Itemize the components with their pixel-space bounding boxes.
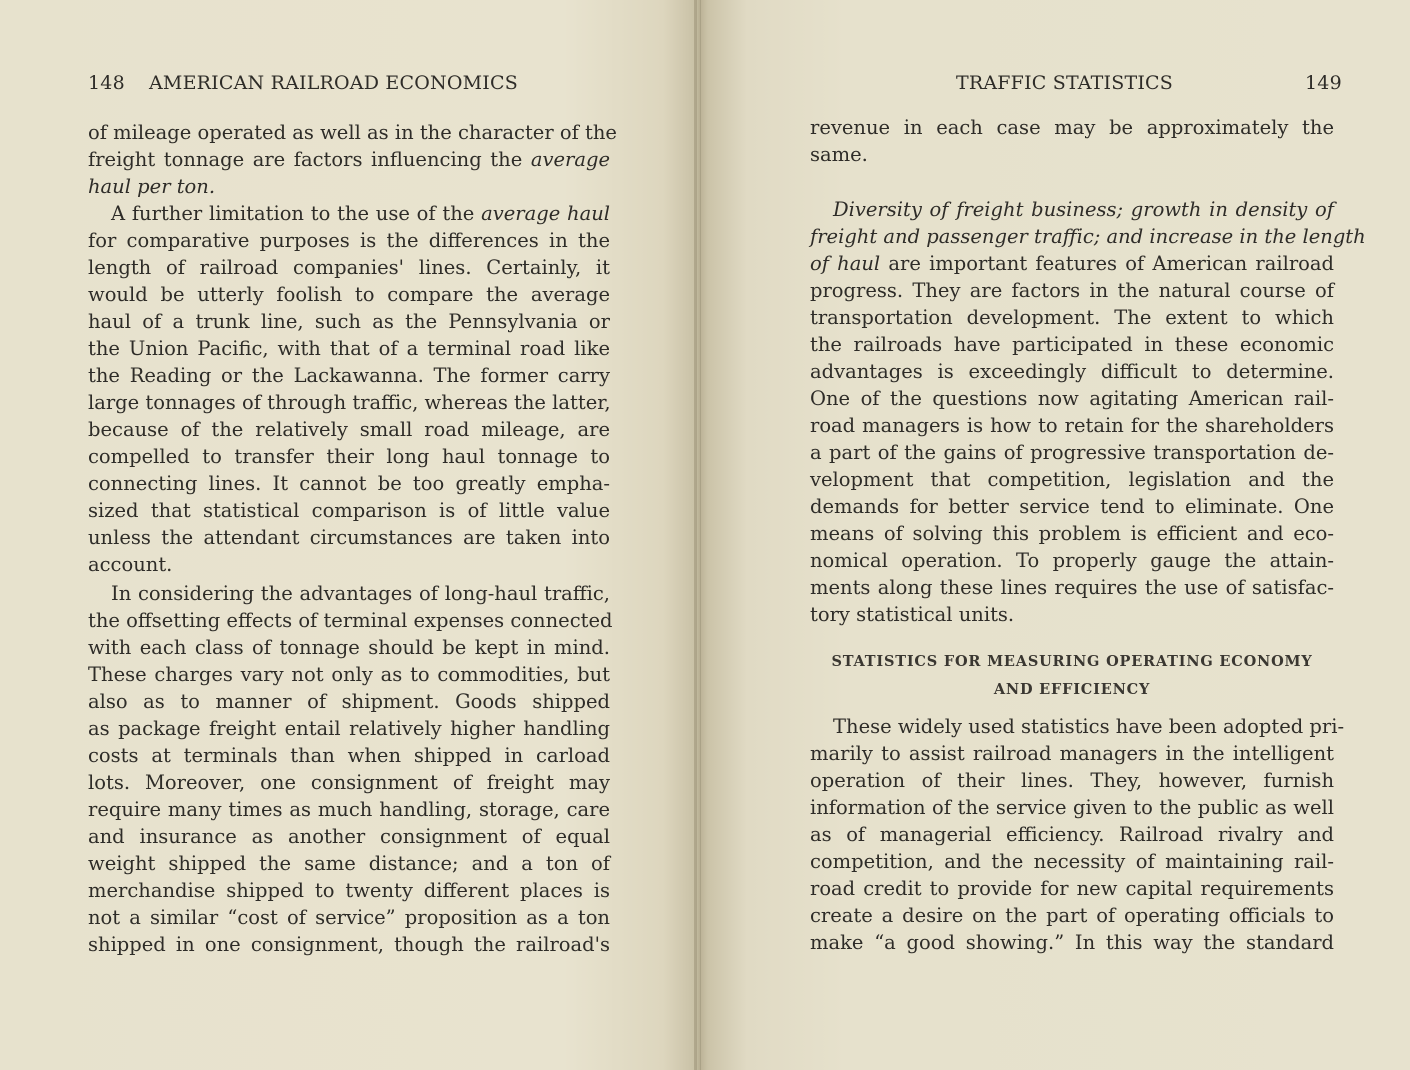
text-line: not a similar “cost of service” proposition as a ton: [88, 906, 610, 929]
text-line: velopment that competition, legislation and the: [810, 468, 1334, 491]
text-line: demands for better service tend to eliminate. One: [810, 495, 1334, 518]
text-line: the Reading or the Lackawanna. The former carry: [88, 364, 610, 387]
right-page-number: 149: [1305, 72, 1342, 94]
text-line: connecting lines. It cannot be too greatly empha-: [88, 472, 610, 495]
text-line: for comparative purposes is the differences in the: [88, 229, 610, 252]
text-line: means of solving this problem is efficient and eco-: [810, 522, 1334, 545]
text-line: make “a good showing.” In this way the standard: [810, 931, 1334, 954]
text-line: length of railroad companies' lines. Certainly, it: [88, 256, 610, 279]
text-line: of haul are important features of American railroad: [810, 252, 1335, 275]
text-line: would be utterly foolish to compare the average: [88, 283, 610, 306]
text-line: costs at terminals than when shipped in carload: [88, 744, 610, 767]
text-line: competition, and the necessity of maintaining rail-: [810, 850, 1334, 873]
text-line: weight shipped the same distance; and a ton of: [88, 852, 610, 875]
book-gutter-shadow: [700, 0, 701, 1070]
text-line: These widely used statistics have been adopted pri-: [833, 715, 1345, 738]
text-line: One of the questions now agitating American rail-: [810, 387, 1334, 410]
left-page-number: 148: [88, 72, 125, 94]
text-line: with each class of tonnage should be kept in mind.: [88, 636, 610, 659]
text-line: freight tonnage are factors influencing the average: [88, 148, 610, 171]
text-line: freight and passenger traffic; and increase in the length: [810, 225, 1366, 248]
text-line: progress. They are factors in the natural course of: [810, 279, 1334, 302]
text-line: same.: [810, 143, 868, 166]
text-line: operation of their lines. They, however, furnish: [810, 769, 1334, 792]
text-line: road credit to provide for new capital requirements: [810, 877, 1334, 900]
text-line: revenue in each case may be approximately the: [810, 116, 1334, 139]
text-line: unless the attendant circumstances are taken into: [88, 526, 610, 549]
text-line: transportation development. The extent to which: [810, 306, 1334, 329]
left-running-head: AMERICAN RAILROAD ECONOMICS: [149, 72, 518, 94]
text-line: large tonnages of through traffic, whereas the latter,: [88, 391, 611, 414]
text-line: haul per ton.: [88, 175, 216, 198]
text-line: In considering the advantages of long-haul traffic,: [111, 582, 610, 605]
text-line: as of managerial efficiency. Railroad rivalry and: [810, 823, 1334, 846]
right-running-head: TRAFFIC STATISTICS: [956, 72, 1174, 94]
text-line: the offsetting effects of terminal expenses connected: [88, 609, 613, 632]
text-line: and insurance as another consignment of equal: [88, 825, 610, 848]
text-line: shipped in one consignment, though the railroad's: [88, 933, 610, 956]
text-line: marily to assist railroad managers in the intelligent: [810, 742, 1334, 765]
text-line: compelled to transfer their long haul tonnage to: [88, 445, 610, 468]
text-line: Diversity of freight business; growth in density of: [833, 198, 1334, 221]
text-line: tory statistical units.: [810, 603, 1015, 626]
text-line: require many times as much handling, storage, care: [88, 798, 610, 821]
text-line: a part of the gains of progressive transportation de-: [810, 441, 1334, 464]
text-line: of mileage operated as well as in the character of the: [88, 121, 617, 144]
section-heading: STATISTICS FOR MEASURING OPERATING ECONOMY: [831, 653, 1313, 670]
text-line: the railroads have participated in these economic: [810, 333, 1334, 356]
text-line: haul of a trunk line, such as the Pennsylvania or: [88, 310, 610, 333]
text-line: lots. Moreover, one consignment of freight may: [88, 771, 610, 794]
text-line: A further limitation to the use of the average haul: [111, 202, 610, 225]
text-line: because of the relatively small road mileage, are: [88, 418, 610, 441]
book-gutter: [694, 0, 697, 1070]
text-line: nomical operation. To properly gauge the attain-: [810, 549, 1334, 572]
text-line: information of the service given to the public as well: [810, 796, 1334, 819]
text-line: merchandise shipped to twenty different places is: [88, 879, 610, 902]
text-line: ments along these lines requires the use of satisfac-: [810, 576, 1334, 599]
text-line: create a desire on the part of operating officials to: [810, 904, 1334, 927]
text-line: advantages is exceedingly difficult to determine.: [810, 360, 1334, 383]
text-line: the Union Pacific, with that of a terminal road like: [88, 337, 610, 360]
text-line: account.: [88, 553, 173, 576]
text-line: road managers is how to retain for the shareholders: [810, 414, 1334, 437]
text-line: as package freight entail relatively higher handling: [88, 717, 610, 740]
section-heading: AND EFFICIENCY: [993, 681, 1151, 698]
text-line: also as to manner of shipment. Goods shipped: [88, 690, 610, 713]
text-line: sized that statistical comparison is of little value: [88, 499, 610, 522]
text-line: These charges vary not only as to commodities, but: [88, 663, 610, 686]
